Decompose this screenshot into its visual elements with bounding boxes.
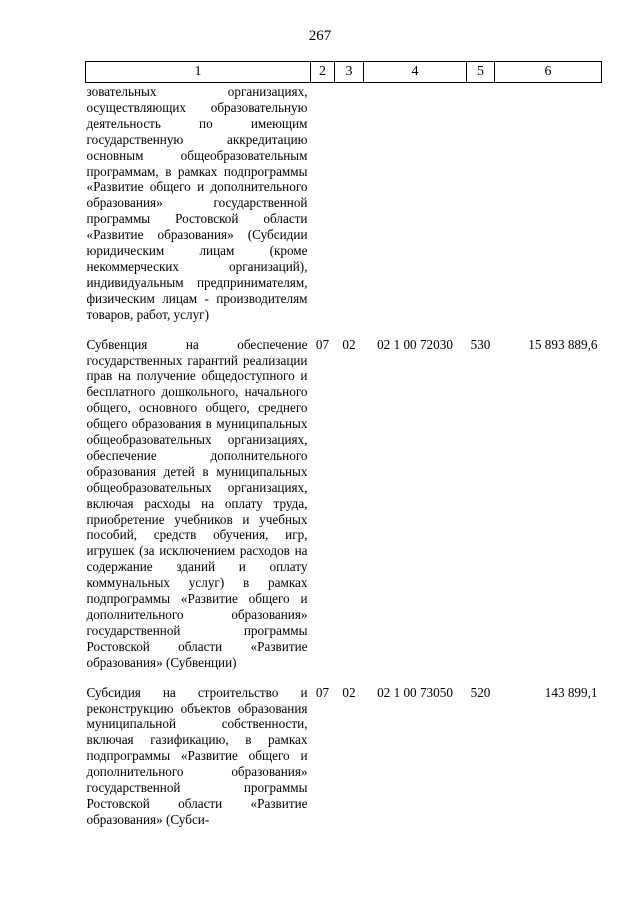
header-row: [86, 62, 602, 83]
table-body: [86, 83, 602, 828]
row-amount: 143 899,1: [544, 684, 598, 700]
budget-table: [85, 61, 602, 828]
row-description: Субвенция на обеспечение государственных гарантий реализации прав на получение общедоступного и бесплатного дошкольного, начального общего, основного общего, среднего общего образования в муниципальных общеобразовательных организациях, обеспечение дополнительного образования детей в муниципальных общеобразовательных организациях, включая расходы на оплату труда, приобретение учебников и учебных пособий, средств обучения, игр, игрушек (за исключением расходов на содержание зданий и оплату коммунальных услуг) в рамках подпрограммы «Развитие общего и дополнительного образования» государственной программы Ростовской области «Развитие образования» (Субвенции): [86, 336, 308, 670]
row-section: 07: [315, 336, 330, 352]
row-expense-type: [467, 83, 495, 323]
row-subsection: 02: [342, 336, 356, 352]
row-description: Субсидия на строительство и реконструкцию объектов образования муниципальной собственности, включая газификацию, в рамках подпрограммы «Развитие общего и дополнительного образования» государственной программы Ростовской области «Развитие образования» (Субси-: [86, 684, 308, 827]
table-row: [86, 323, 602, 671]
page-number: 267: [308, 28, 332, 44]
row-section: 07: [315, 684, 330, 700]
header-col-2: 2: [311, 62, 335, 83]
row-expense-type: 520: [470, 684, 491, 700]
row-amount: 15 893 889,6: [528, 336, 598, 352]
row-target-article: 02 1 00 72030: [377, 336, 453, 352]
header-col-1: 1: [86, 62, 311, 83]
table-header: [86, 62, 602, 83]
header-col-6: 6: [495, 62, 602, 83]
row-expense-type: 530: [470, 336, 491, 352]
header-col-4: 4: [364, 62, 467, 83]
row-subsection: [335, 83, 364, 323]
header-col-5: 5: [467, 62, 495, 83]
row-description: зовательных организациях, осуществляющих образовательную деятельность по имеющим государственную аккредитацию основным общеобразовательным программам, в рамках подпрограммы «Развитие общего и дополнительного образования» государственной программы Ростовской области «Развитие образования» (Субсидии юридическим лицам (кроме некоммерческих организаций), индивидуальным предпринимателям, физическим лицам - производителям товаров, работ, услуг): [86, 84, 308, 322]
row-target-article: [364, 83, 467, 323]
table-row: [86, 83, 602, 323]
row-target-article: 02 1 00 73050: [377, 684, 453, 700]
row-subsection: 02: [342, 684, 356, 700]
table-row: [86, 671, 602, 828]
row-section: [311, 83, 335, 323]
row-amount: [495, 83, 602, 323]
header-col-3: 3: [335, 62, 364, 83]
